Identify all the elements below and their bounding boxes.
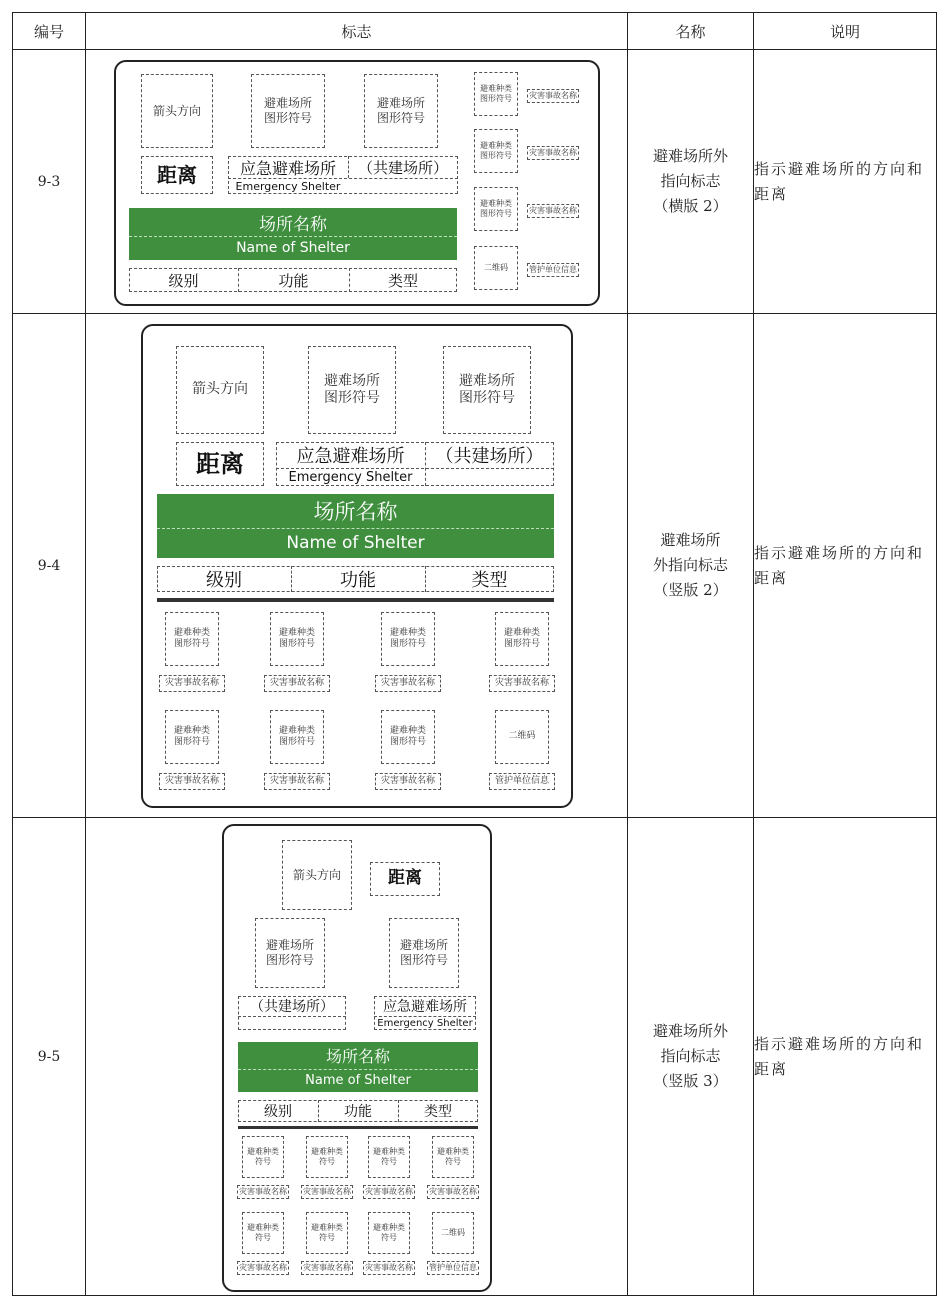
shelter-symbol-box: 避难场所 图形符号 [308,346,396,434]
disaster-name-box: 灾害事故名称 [264,773,330,790]
type-symbol-box: 避难种类 图形符号 [474,187,518,231]
disaster-name-box: 灾害事故名称 [159,773,225,790]
disaster-name-box: 灾害事故名称 [427,1185,479,1199]
sign-cell [86,314,628,818]
co-built-label: （共建场所） [357,158,448,177]
manager-info-box: 管护单位信息 [527,263,579,277]
qrcode-box: 二维码 [474,246,518,290]
header-row [13,13,937,50]
type-symbol-box: 避难种类 图形符号 [165,612,219,666]
disaster-name-box: 灾害事故名称 [527,146,579,160]
manager-info-box: 管护单位信息 [489,773,555,790]
place-name-cn: 场所名称 [259,214,327,235]
type-symbol-box: 避难种类 图形符号 [165,710,219,764]
shelter-symbol-box: 避难场所 图形符号 [389,918,459,988]
arrow-direction-box: 箭头方向 [141,74,213,148]
disaster-name-box: 灾害事故名称 [527,204,579,218]
disaster-name-box: 灾害事故名称 [237,1261,289,1275]
co-built-label: （共建场所） [435,446,544,467]
place-name-banner [238,1042,478,1092]
shelter-symbol-box: 避难场所 图形符号 [364,74,438,148]
function-label: 功能 [278,271,309,290]
arrow-direction-box: 箭头方向 [176,346,264,434]
function-label: 功能 [344,1104,372,1120]
qrcode-box: 二维码 [495,710,549,764]
level-label: 级别 [264,1104,292,1120]
row-name: 避难场所 外指向标志 （竖版 2） [628,314,754,818]
row-desc: 指示避难场所的方向和距离 [754,818,937,1296]
header-id: 编号 [13,13,86,50]
type-symbol-box: 避难种类 符号 [306,1212,348,1254]
header-desc: 说明 [754,13,937,50]
disaster-name-box: 灾害事故名称 [363,1185,415,1199]
table-row [13,50,937,314]
disaster-name-box: 灾害事故名称 [527,89,579,103]
sign-cell [86,818,628,1296]
place-name-banner [157,494,554,558]
emergency-shelter-en: Emergency Shelter [377,1017,473,1029]
type-symbol-box: 避难种类 符号 [306,1136,348,1178]
arrow-direction-box: 箭头方向 [282,840,352,910]
sign-cell [86,50,628,314]
table-row [13,818,937,1296]
place-name-en: Name of Shelter [236,240,350,256]
type-symbol-box: 避难种类 符号 [368,1212,410,1254]
place-name-cn: 场所名称 [313,500,398,524]
shelter-symbol-box: 避难场所 图形符号 [443,346,531,434]
place-name-en: Name of Shelter [286,533,425,553]
emergency-shelter-cn: 应急避难场所 [296,446,405,467]
disaster-name-box: 灾害事故名称 [301,1185,353,1199]
emergency-shelter-en: Emergency Shelter [288,469,413,485]
level-label: 级别 [206,570,242,591]
manager-info-box: 管护单位信息 [427,1261,479,1275]
header-sign: 标志 [86,13,628,50]
type-symbol-box: 避难种类 符号 [242,1136,284,1178]
function-label: 功能 [340,570,376,591]
divider-bar [157,598,554,602]
type-symbol-box: 避难种类 图形符号 [270,612,324,666]
shelter-symbol-box: 避难场所 图形符号 [251,74,325,148]
disaster-name-box: 灾害事故名称 [489,675,555,692]
co-built-label: （共建场所） [250,999,334,1015]
distance-box: 距离 [370,862,440,896]
level-label: 级别 [168,271,199,290]
type-symbol-box: 避难种类 符号 [368,1136,410,1178]
row-name: 避难场所外 指向标志 （横版 2） [628,50,754,314]
divider-bar [238,1126,478,1129]
type-symbol-box: 避难种类 图形符号 [381,710,435,764]
table-row [13,314,937,818]
type-label: 类型 [387,271,418,290]
disaster-name-box: 灾害事故名称 [237,1185,289,1199]
disaster-name-box: 灾害事故名称 [375,675,441,692]
type-symbol-box: 避难种类 图形符号 [474,72,518,116]
row-name: 避难场所外 指向标志 （竖版 3） [628,818,754,1296]
row-desc: 指示避难场所的方向和距离 [754,50,937,314]
type-symbol-box: 避难种类 符号 [432,1136,474,1178]
shelter-symbol-box: 避难场所 图形符号 [255,918,325,988]
disaster-name-box: 灾害事故名称 [301,1261,353,1275]
disaster-name-box: 灾害事故名称 [375,773,441,790]
type-symbol-box: 避难种类 符号 [242,1212,284,1254]
sign-horizontal-2 [114,60,600,306]
row-id: 9-3 [13,50,86,314]
disaster-name-box: 灾害事故名称 [363,1261,415,1275]
row-desc: 指示避难场所的方向和距离 [754,314,937,818]
type-symbol-box: 避难种类 图形符号 [270,710,324,764]
type-label: 类型 [471,570,508,591]
emergency-shelter-cn: 应急避难场所 [383,999,467,1015]
place-name-banner [129,208,457,260]
type-symbol-box: 避难种类 图形符号 [495,612,549,666]
emergency-shelter-cn: 应急避难场所 [239,158,336,178]
emergency-shelter-en: Emergency Shelter [235,179,341,193]
type-symbol-box: 避难种类 图形符号 [381,612,435,666]
place-name-cn: 场所名称 [325,1047,390,1066]
disaster-name-box: 灾害事故名称 [159,675,225,692]
sign-spec-table [12,12,937,1296]
sign-vertical-2 [141,324,573,808]
row-id: 9-4 [13,314,86,818]
disaster-name-box: 灾害事故名称 [264,675,330,692]
qrcode-box: 二维码 [432,1212,474,1254]
distance-box: 距离 [176,442,264,486]
sign-vertical-3 [222,824,492,1292]
type-label: 类型 [424,1104,452,1120]
row-id: 9-5 [13,818,86,1296]
distance-box: 距离 [141,156,213,194]
header-name: 名称 [628,13,754,50]
place-name-en: Name of Shelter [305,1073,411,1088]
type-symbol-box: 避难种类 图形符号 [474,129,518,173]
